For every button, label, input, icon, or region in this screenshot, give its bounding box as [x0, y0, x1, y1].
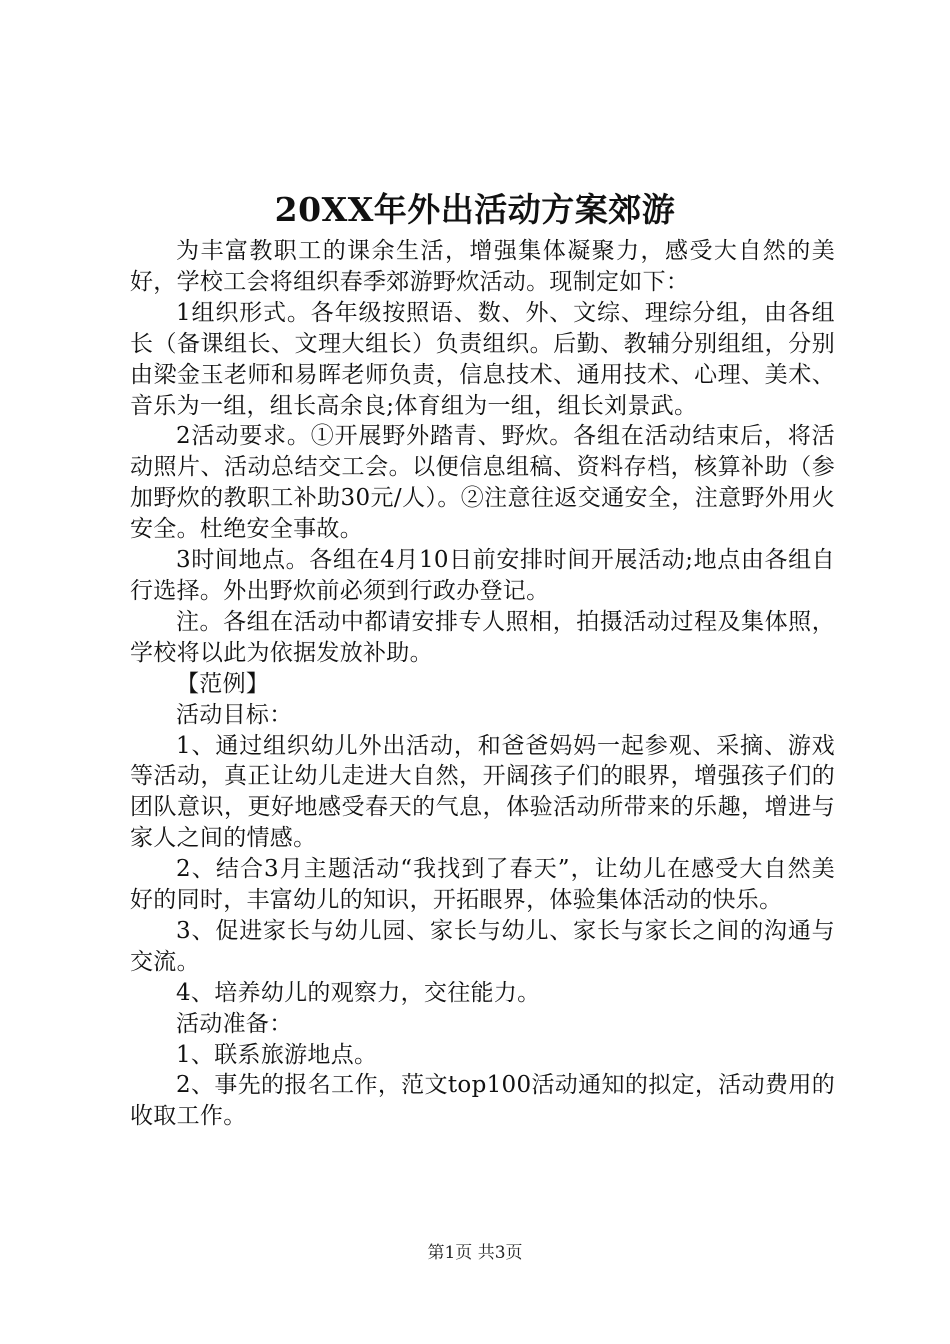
paragraph-requirements: 2活动要求。①开展野外踏青、野炊。各组在活动结束后，将活动照片、活动总结交工会。以便信息组稿、资料存档，核算补助（参加野炊的教职工补助30元/人）。②注意往返交通安全，注意野外用火安全。杜绝安全事故。	[130, 423, 835, 543]
paragraph-organization: 1组织形式。各年级按照语、数、外、文综、理综分组，由各组长（备课组长、文理大组长）负责组织。后勤、教辅分别组组，分别由梁金玉老师和易晖老师负责，信息技术、通用技术、心理、美术、音乐为一组，组长高余良;体育组为一组，组长刘景武。	[130, 299, 835, 419]
goal-item: 3、促进家长与幼儿园、家长与幼儿、家长与家长之间的沟通与交流。	[130, 917, 835, 975]
section-heading-preparation: 活动准备：	[176, 1010, 293, 1037]
goal-item: 1、通过组织幼儿外出活动，和爸爸妈妈一起参观、采摘、游戏等活动，真正让幼儿走进大自然，开阔孩子们的眼界，增强孩子们的团队意识，更好地感受春天的气息，体验活动所带来的乐趣，增进与家人之间的情感。	[130, 732, 835, 852]
goal-item: 2、结合3月主题活动“我找到了春天”，让幼儿在感受大自然美好的同时，丰富幼儿的知识，开拓眼界，体验集体活动的快乐。	[130, 856, 835, 914]
section-heading-goals: 活动目标：	[176, 701, 293, 728]
paragraph-intro: 为丰富教职工的课余生活，增强集体凝聚力，感受大自然的美好，学校工会将组织春季郊游野炊活动。现制定如下：	[130, 238, 835, 295]
document-title: 20XX年外出活动方案郊游	[274, 190, 676, 229]
preparation-item: 1、联系旅游地点。	[176, 1041, 378, 1068]
page-footer: 第1页 共3页	[427, 1243, 523, 1263]
document-body	[130, 236, 835, 1132]
paragraph-note: 注。各组在活动中都请安排专人照相，拍摄活动过程及集体照，学校将以此为依据发放补助。	[130, 608, 835, 666]
preparation-item: 2、事先的报名工作，范文top100活动通知的拟定，活动费用的收取工作。	[130, 1072, 835, 1130]
paragraph-time-place: 3时间地点。各组在4月10日前安排时间开展活动;地点由各组自行选择。外出野炊前必须到行政办登记。	[130, 547, 835, 604]
section-heading-example: 【范例】	[176, 670, 270, 697]
goal-item: 4、培养幼儿的观察力，交往能力。	[176, 979, 541, 1006]
